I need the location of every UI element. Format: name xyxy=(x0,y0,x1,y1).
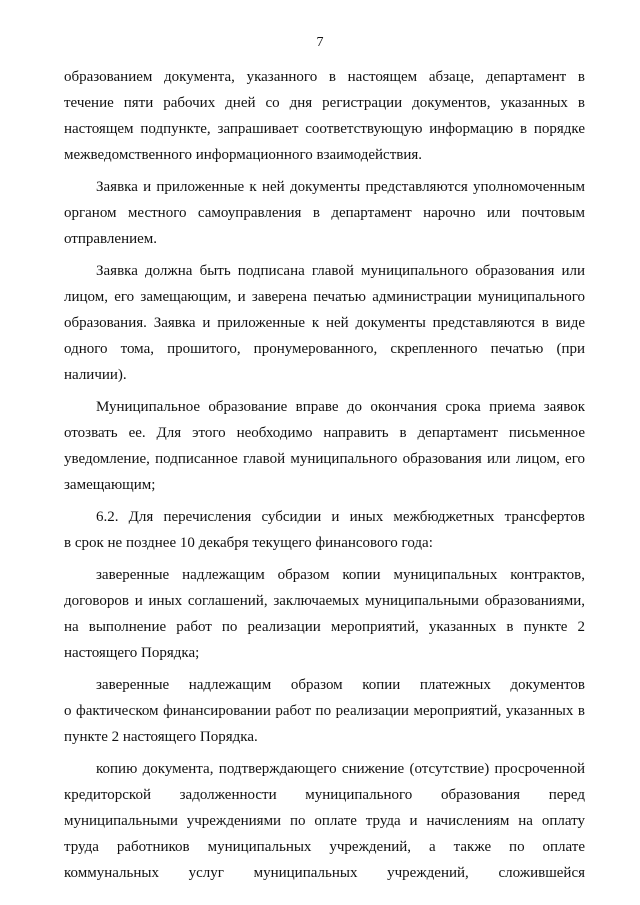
text-line: замещающим; xyxy=(64,477,156,493)
text-line: одного тома, прошитого, пронумерованного, скрепленного печатью (при xyxy=(64,341,585,357)
text-line: пункте 2 настоящего Порядка. xyxy=(64,729,258,745)
text-line: течение пяти рабочих дней со дня регистрации документов, указанных в xyxy=(64,95,585,111)
paragraph xyxy=(64,174,585,252)
text-line: договоров и иных соглашений, заключаемых муниципальными образованиями, xyxy=(64,593,585,609)
text-line: лицом, его замещающим, и заверена печатью администрации муниципального xyxy=(64,289,585,305)
text-line: отправлением. xyxy=(64,231,158,247)
text-line: Муниципальное образование вправе до окончания срока приема заявок xyxy=(96,399,585,415)
text-line: образования. Заявка и приложенные к ней документы представляются в виде xyxy=(64,315,585,331)
text-line: настоящем подпункте, запрашивает соответствующую информацию в порядке xyxy=(64,121,585,137)
text-line: 6.2. Для перечисления субсидии и иных межбюджетных трансфертов xyxy=(96,509,585,525)
text-line: коммунальных услуг муниципальных учреждений, сложившейся xyxy=(64,865,585,881)
paragraph xyxy=(64,64,585,168)
text-line: Заявка должна быть подписана главой муниципального образования или xyxy=(96,263,585,279)
text-line: труда работников муниципальных учреждений, а также по оплате xyxy=(64,839,585,855)
paragraph xyxy=(64,258,585,388)
text-line: в срок не позднее 10 декабря текущего финансового года: xyxy=(64,535,433,551)
text-line: уведомление, подписанное главой муниципального образования или лицом, его xyxy=(64,451,585,467)
text-line: Заявка и приложенные к ней документы представляются уполномоченным xyxy=(96,179,585,195)
paragraph xyxy=(64,756,585,886)
text-line: о фактическом финансировании работ по реализации мероприятий, указанных в xyxy=(64,703,585,719)
document-body xyxy=(64,64,585,886)
paragraph xyxy=(64,562,585,666)
text-line: межведомственного информационного взаимодействия. xyxy=(64,147,423,163)
paragraph xyxy=(64,394,585,498)
text-line: заверенные надлежащим образом копии муниципальных контрактов, xyxy=(96,567,585,583)
text-line: отозвать ее. Для этого необходимо направить в департамент письменное xyxy=(64,425,585,441)
text-line: заверенные надлежащим образом копии платежных документов xyxy=(96,677,585,693)
page-number: 7 xyxy=(316,35,324,50)
text-line: кредиторской задолженности муниципального образования перед xyxy=(64,787,585,803)
text-line: на выполнение работ по реализации мероприятий, указанных в пункте 2 xyxy=(64,619,585,635)
text-line: муниципальными учреждениями по оплате труда и начислениям на оплату xyxy=(64,813,585,829)
text-line: настоящего Порядка; xyxy=(64,645,200,661)
paragraph xyxy=(64,672,585,750)
text-line: органом местного самоуправления в департамент нарочно или почтовым xyxy=(64,205,585,221)
paragraph xyxy=(64,504,585,556)
text-line: наличии). xyxy=(64,367,127,383)
text-line: образованием документа, указанного в настоящем абзаце, департамент в xyxy=(64,69,585,85)
text-line: копию документа, подтверждающего снижение (отсутствие) просроченной xyxy=(96,761,585,777)
